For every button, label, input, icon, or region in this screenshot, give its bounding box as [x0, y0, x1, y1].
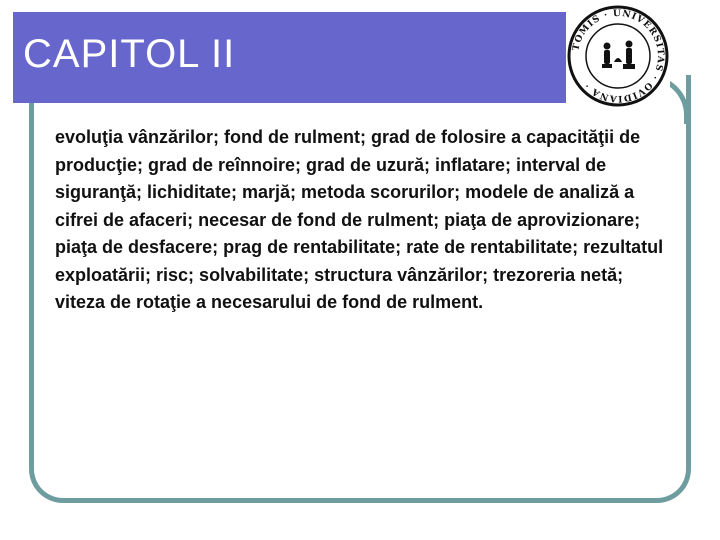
slide-body-text: evoluţia vânzărilor; fond de rulment; grad de folosire a capacităţii de producţie; grad de reînnoire; grad de uzură; inflatare; interval de siguranţă; lichiditate; marjă; metoda scorurilor; modele de analiză a cifrei de afaceri; necesar de fond de rulment; piaţa de aprovizionare; piaţa de desfacere; prag de rentabilitate; rate de rentabilitate; rezultatul exploatării; risc; solvabilitate; structura vânzărilor; trezoreria netă; viteza de rotaţie a necesarului de fond de rulment.: [55, 127, 664, 312]
svg-text:TOMIS · UNIVERSITAS · OVIDIANA: TOMIS · UNIVERSITAS · OVIDIANA ·: [571, 8, 666, 104]
slide-title: CAPITOL II: [23, 32, 236, 76]
university-seal-icon: [566, 4, 670, 108]
